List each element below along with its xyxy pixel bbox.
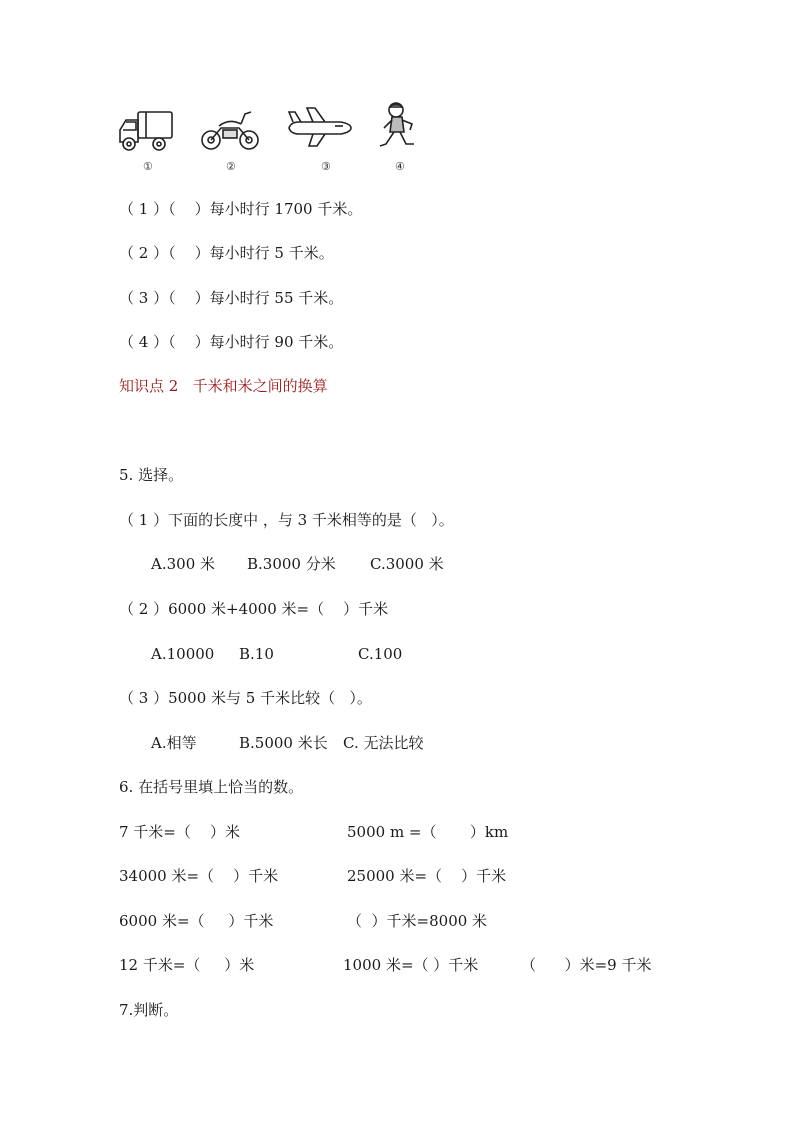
q6-row2-left: 34000 米=（ ）千米 [119, 867, 279, 885]
q7-title: 7.判断。 [119, 1001, 179, 1019]
vehicle-label-2: ② [226, 160, 236, 173]
q4-item-4: （ 4 ）（ ）每小时行 90 千米。 [119, 333, 344, 351]
vehicle-label-1: ① [143, 160, 153, 173]
q5-3-option-c: C. 无法比较 [343, 734, 424, 752]
q5-question-3: （ 3 ）5000 米与 5 千米比较（ ）。 [119, 689, 372, 707]
truck-icon [116, 98, 176, 156]
q6-row3-left: 6000 米=（ ）千米 [119, 912, 274, 930]
q6-row1-right: 5000 m =（ ）km [347, 823, 509, 841]
q5-1-option-b: B.3000 分米 [247, 555, 336, 573]
q4-item-2: （ 2 ）（ ）每小时行 5 千米。 [119, 244, 334, 262]
q6-row4-right: （ ）米=9 千米 [521, 956, 652, 974]
vehicle-label-3: ③ [321, 160, 331, 173]
q5-2-option-c: C.100 [358, 645, 403, 663]
walking-child-icon [376, 100, 422, 154]
q5-2-option-b: B.10 [239, 645, 274, 663]
q4-item-1: （ 1 ）（ ）每小时行 1700 千米。 [119, 200, 363, 218]
q6-row3-right: （ ）千米=8000 米 [347, 912, 488, 930]
q5-question-1: （ 1 ）下面的长度中 ，与 3 千米相等的是（ ）。 [119, 511, 454, 529]
q5-3-option-a: A.相等 [151, 734, 197, 752]
q5-1-option-c: C.3000 米 [370, 555, 444, 573]
section-title: 知识点 2 千米和米之间的换算 [119, 377, 328, 395]
vehicle-label-4: ④ [395, 160, 405, 173]
q6-row1-left: 7 千米=（ ）米 [119, 823, 240, 841]
q6-title: 6. 在括号里填上恰当的数。 [119, 778, 304, 796]
q5-question-2: （ 2 ）6000 米+4000 米=（ ）千米 [119, 600, 389, 618]
q6-row4-left: 12 千米=（ ）米 [119, 956, 255, 974]
motorcycle-icon [199, 98, 261, 156]
q6-row4-middle: 1000 米=（ ）千米 [343, 956, 479, 974]
q4-item-3: （ 3 ）（ ）每小时行 55 千米。 [119, 289, 344, 307]
q5-1-option-a: A.300 米 [151, 555, 215, 573]
q6-row2-right: 25000 米=（ ）千米 [347, 867, 507, 885]
q5-2-option-a: A.10000 [151, 645, 215, 663]
q5-3-option-b: B.5000 米长 [239, 734, 328, 752]
q5-title: 5. 选择。 [119, 466, 184, 484]
airplane-icon [285, 98, 355, 156]
